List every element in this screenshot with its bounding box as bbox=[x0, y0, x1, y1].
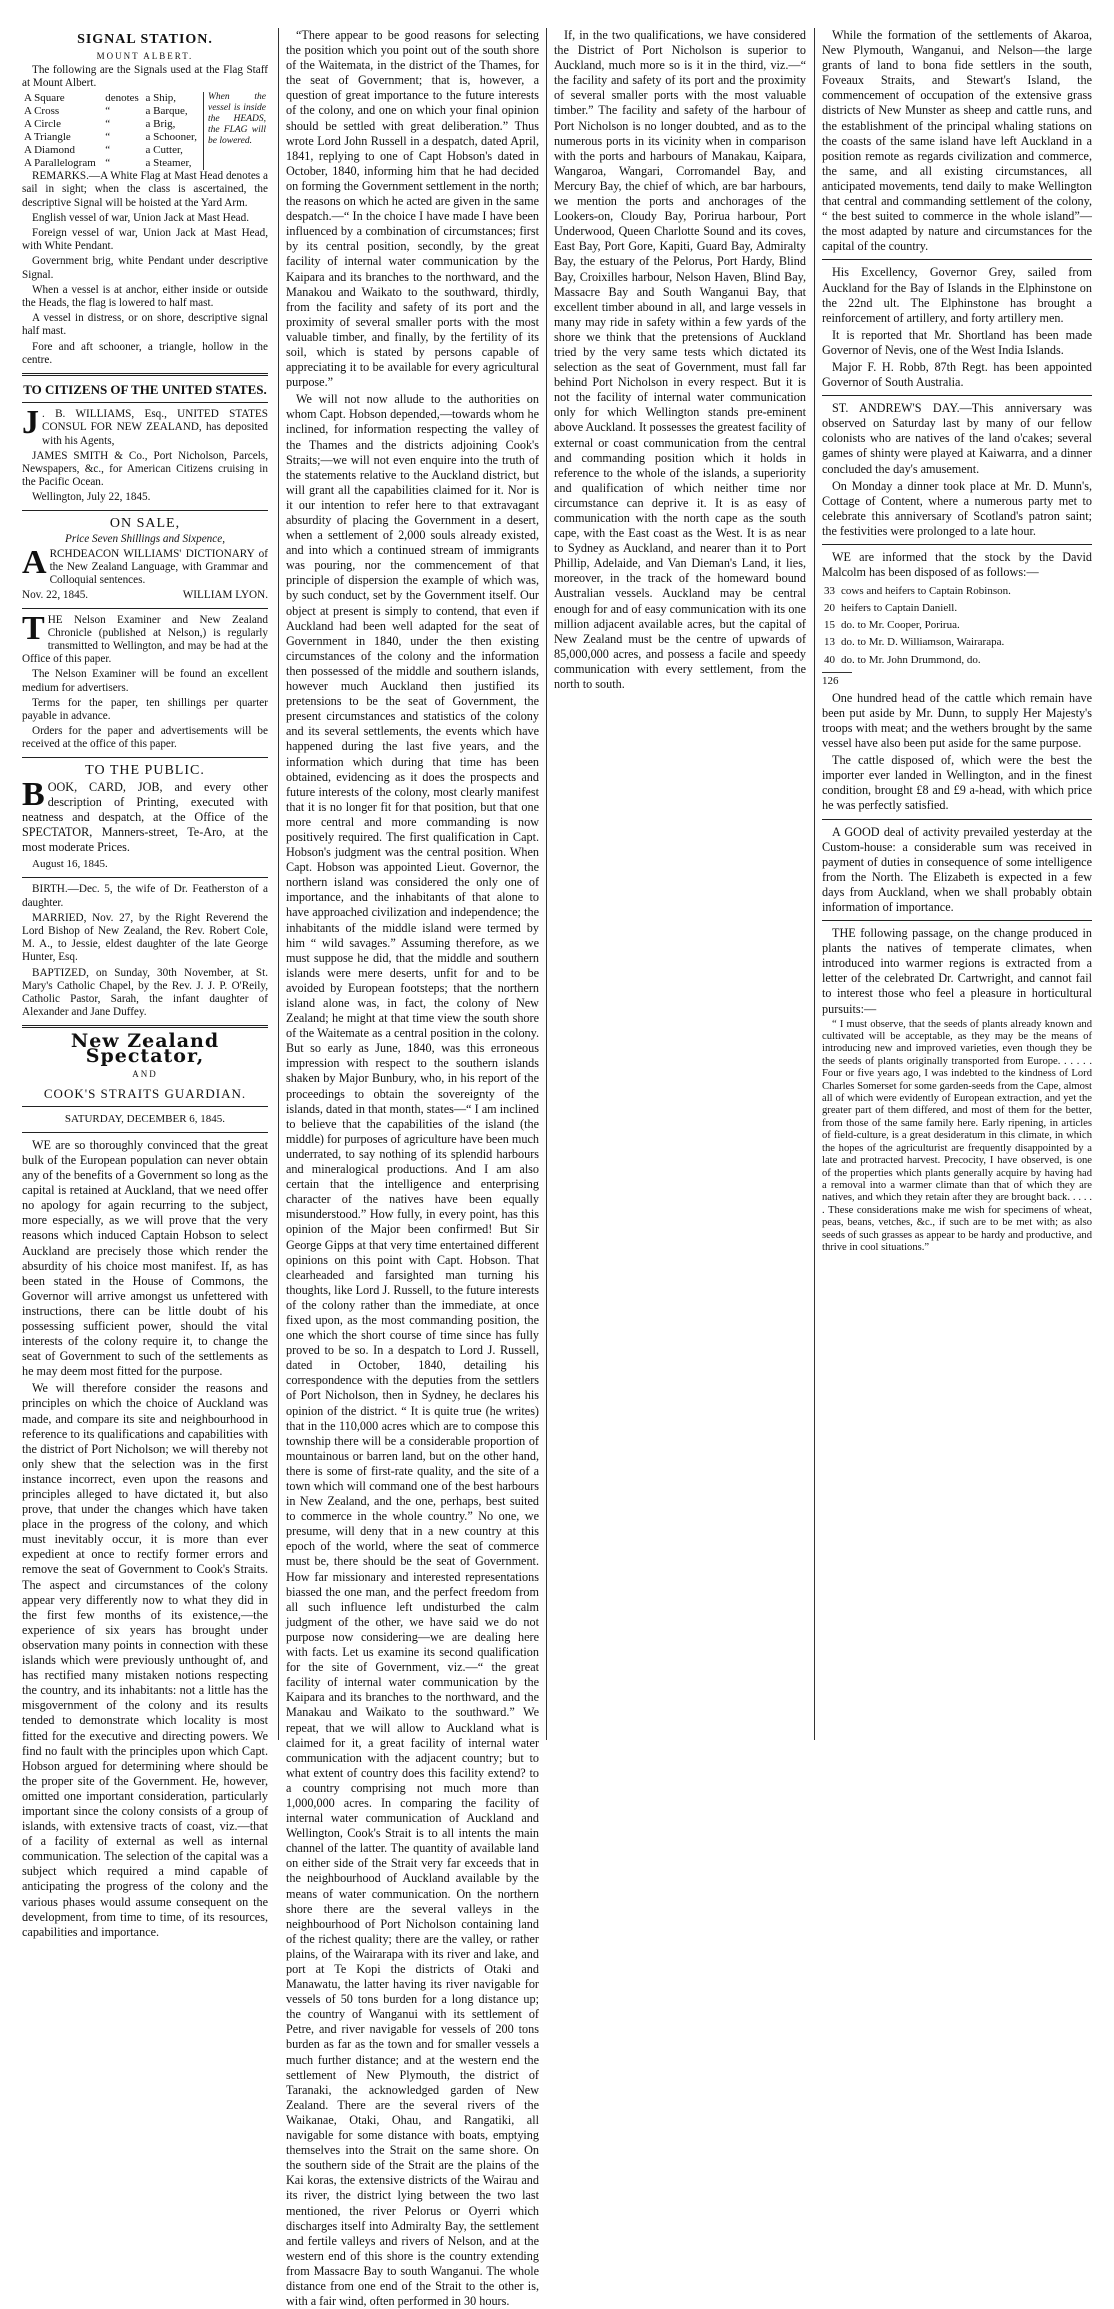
signal-remarks bbox=[22, 170, 268, 367]
examiner-p4: Orders for the paper and advertisements will be received at the office of this paper. bbox=[22, 725, 268, 751]
signal-title: SIGNAL STATION. bbox=[77, 32, 213, 47]
signal-word: “ bbox=[105, 105, 111, 118]
signal-subtitle: MOUNT ALBERT. bbox=[96, 51, 194, 62]
signal-word: denotes bbox=[105, 92, 139, 105]
divider bbox=[22, 1132, 268, 1133]
divider bbox=[22, 877, 268, 878]
public-title: TO THE PUBLIC. bbox=[85, 762, 205, 778]
signal-shape: A Square bbox=[24, 92, 65, 105]
editorial-paragraph: If, in the two qualifications, we have considered the District of Port Nicholson is superior to Auckland, much more so is it in the third, viz.—“ the facility and safety of its port and the proximity of several smaller ports with the most valuable timber.” The facility and safety of the harbour of Port Nicholson is no longer doubted, and as to the numerous ports in its vicinity when in comparison with the ports and harbours of Manakau, Kaipara, Wangaroa, Wangari, Corromandel Bay, and Mercury Bay, the chief of which, are bar harbours, we mention the ports and anchorages of the Lookers-on, Cloudy Bay, Porirua harbour, Port Underwood, Queen Charlotte Sound and its coves, East Bay, Port Gore, Kapiti, Guard Bay, Admiralty Bay, the estuary of the Pelorus, Port Hardy, Blind Bay, Croixilles harbour, Nelson Haven, Blind Bay, Massacre Bay and South Wanganui Bay, that excellent timber abound in all, and large vessels in many may ride in safety within a few yards of the shore we think that the pretensions of Auckland tried by the very same tests which dictated its selection as the seat of Government, must fall far behind Port Nicholson in every respect. But it is not the facility of internal water communication only for which Wellington stands pre-eminent above Auckland. It possesses the greatest facility of external or coast communication from the central and commanding position which it holds in reference to the whole of the islands, a superiority and qualification of which neither time nor circumstance can deprive it. It is as easy of communication with the north cape as the south cape, with the East coast as the West. It is as near to Sydney as Auckland, and nearer than it to Port Phillip, Adelaide, and Van Dieman's Land, it lies, moreover, in the track of the homeward bound Australian vessels. Auckland may be central enough for and of easy communication with its one million adjacent available acres, but the capital of New Zealand must be the centre of upwards of 85,000,000 acres, and possess a facile and speedy communication with every settlement, from the north to south. bbox=[554, 28, 806, 692]
signal-shape: A Triangle bbox=[24, 131, 71, 144]
divider bbox=[822, 259, 1092, 260]
stock-row bbox=[824, 584, 1015, 599]
public-body: OOK, CARD, JOB, and every other description of Printing, executed with neatness and despatch, at the Office of the SPECTATOR, Manners-street, Te-Aro, at the most moderate Prices. bbox=[22, 779, 268, 855]
signal-vessel: a Cutter, bbox=[145, 144, 183, 157]
public-ad bbox=[22, 775, 268, 873]
stock-qty: 33 bbox=[824, 585, 835, 598]
column-3 bbox=[554, 28, 806, 1740]
news-governor: His Excellency, Governor Grey, sailed from Auckland for the Bay of Islands in the Elphinstone on the 22nd ult. The Elphinstone has brought a reinforcement of artillery, and forty artillery men. bbox=[822, 265, 1092, 325]
stock-item: do. to Mr. John Drummond, do. bbox=[841, 653, 981, 666]
dropcap: T bbox=[22, 609, 45, 647]
divider bbox=[22, 510, 268, 511]
signal-remark: Fore and aft schooner, a triangle, hollow in the centre. bbox=[22, 340, 268, 366]
stock-item: heifers to Captain Daniell. bbox=[841, 602, 958, 615]
seeds-intro: THE following passage, on the change produced in plants the natives of temperate climates, when introduced into warmer regions is extracted from a letter of the celebrated Dr. Cartwright, and cannot fail to interest those who feel a pleasure in horticultural pursuits:— bbox=[822, 926, 1092, 1016]
stock-qty: 15 bbox=[824, 619, 835, 632]
sale-ad bbox=[22, 533, 268, 603]
news-shortland: It is reported that Mr. Shortland has been made Governor of Nevis, one of the West India Islands. bbox=[822, 327, 1092, 357]
signal-vessel: a Barque, bbox=[145, 105, 188, 118]
divider bbox=[22, 373, 268, 376]
signal-shape: A Circle bbox=[24, 118, 61, 131]
baptized-notice: BAPTIZED, on Sunday, 30th November, at St. Mary's Catholic Chapel, by the Rev. J. J. P. O'Reily, Catholic Pastor, Sarah, the infant daughter of Alexander and Jane Duffey. bbox=[22, 966, 268, 1019]
signal-remark: When a vessel is at anchor, either inside or outside the Heads, the flag is lowered to half mast. bbox=[22, 283, 268, 310]
dropcap: A bbox=[22, 543, 47, 581]
divider bbox=[822, 544, 1092, 545]
signal-word: “ bbox=[105, 144, 111, 157]
editorial-paragraph: We will not now allude to the authorities on whom Capt. Hobson depended,—towards whom he inclined, for information respecting the valley of the Thames and the districts adjoining Cook's Straits;—we will not even enquire into the truth of the statements relative to the Auckland district, but will grant all the capabilities claimed for it. Nor is it our intention to refer here to that extravagant absurdity of placing the Government in a desert, when a settlement of 2,000 souls already existed, and into which a continued stream of immigrants was pouring, nor the commencement of that principle of dispersion the example of which was, by such conduct, set by the Government itself. Our object at present is simply to contend, that even if Auckland had been well adapted for the seat of Government in 1840, under the then existing circumstances of the colony and the information then possessed of the middle and southern islands, however much Auckland then justified its pretensions to be the seat of Government, the present circumstances and statistics of the colony and its several settlements, the events which have happened during the last five years, and the information which during that time has been obtained, evidencing as it does the prospects and future interests of the colony, most clearly manifest that it is no longer fit for that position, but that one more central and more commanding is now positively required. The first qualification in Capt. Hobson's judgment was the central position. When Capt. Hobson was appointed Lieut. Governor, the northern island was considered the only one of importance, and the inhabitants of that alone to have approached civilization and independence; the inhabitants of the middle island were termed by him “ wild savages.” Assuming therefore, as we must suppose he did, that the middle and southern islands were mere deserts, unfit for and to be avoided by European footsteps; that the northern island alone was, in fact, the colony of New Zealand; he might at that time view the south shore of the Waitemate as a central position in the colony. But so early as June, 1840, was this erroneous impression with respect to the southern islands shaken by Major Bunbury, who, in his report of the proceedings to obtain the sovereignty of the islands, dated in that month, states—“ I am inclined to believe that the capabilities of the island (the middle) for purposes of agriculture have been much underrated, to say nothing of its splendid harbours and mineralogical productions. And I am also certain that the intelligence and enterprising character of the natives have been equally misunderstood.” How fully, in every point, has this opinion of the Major been confirmed! But Sir George Gipps at that very time entertained different opinions on this point with Capt. Hobson. That clearheaded and farsighted man turning his thoughts, like Lord J. Russell, to the future interests of the colony rather than the immediate, at once fixed upon, as the most commanding position, the one which the short course of time since has fully proved to be so. In a despatch to Lord J. Russell, dated in October, 1840, detailing his correspondence with the deputies from the settlers of Port Nicholson, then in Sydney, he declares his opinion of the district. “ It is quite true (he writes) that in the 110,000 acres which are to compose this township there will be a considerable proportion of mountainous or barren land, but on the other hand, there is some of first-rate quality, and the site of a town which will command one of the best harbours in New Zealand, and the one, perhaps, best suited to commerce in the whole country.” No one, we presume, will deny that in a new country at this epoch of the world, where the seat of commerce must be, there should be the seat of Government. How far missionary and interested representations biassed the one man, and the perfect freedom from all such influence left undisturbed the calm judgment of the other, we have said we do not purpose now considering—we are dealing here with facts. Let us examine its second qualification for the site of Government, viz.—“ the great facility of internal water communication by the Kaipara and its branches to the northward, and the Manakau and Waikato to the southward.” We repeat, that we will allow to Auckland what is claimed for it, a great facility of internal water communication with the adjacent country; but to what extent of country does this facility extend? to a country comprising not much more than 1,000,000 acres. In comparing the facility of internal water communication of Auckland and Wellington, Cook's Strait is to all intents the main channel of the latter. The quantity of available land on either side of the Strait very far exceeds that in the neighbourhood of Auckland available by the means of water communication. On the northern shore there are the several valleys in the neighbourhood of Port Nicholson containing land of the richest quality; there are the valley, or rather plains, of the Wairarapa with its river and lake, and port at Te Kopi the districts of Otaki and Manawatu, the latter having its river navigable for vessels of 50 tons burden for a long distance up; the country of Wanganui with its settlement of Petre, and river navigable for vessels of 200 tons burden as far as the town and for smaller vessels a much further distance; and at the western end the settlement of New Plymouth, the district of Taranaki, the acknowledged garden of New Zealand. There are the several rivers of the Waikanae, Otaki, Ohau, and Rangatiki, all navigable for some distance with boats, emptying themselves into the Strait on the same shore. On the southern side of the Strait are the plains of the Kai koras, the extensive districts of the Wairau and its river, the district lying between the two last mentioned, the river Pelorus or Oyerri which discharges itself into Admiralty Bay, the settlement and fertile valleys and rivers of Nelson, and at the western end of this shore is the country extending from Massacre Bay to south Wanganui. The whole distance from one end of the Strait to the other is, with a fair wind, often performed in 30 hours. bbox=[286, 392, 539, 2309]
signal-vessel: a Ship, bbox=[145, 92, 177, 105]
sum-rule bbox=[822, 672, 852, 673]
stock-item: cows and heifers to Captain Robinson. bbox=[841, 585, 1011, 598]
signal-shape: A Cross bbox=[24, 105, 60, 118]
signal-intro: The following are the Signals used at the Flag Staff at Mount Albert. bbox=[22, 64, 268, 90]
stock-qty: 40 bbox=[824, 653, 835, 666]
column-rule bbox=[546, 28, 547, 1740]
news-dinner: On Monday a dinner took place at Mr. D. Munn's, Cottage of Content, where a numerous party met to celebrate this anniversary of Scotland's patron saint; the festivities were prolonged to a late hour. bbox=[822, 478, 1092, 538]
signal-word: “ bbox=[105, 131, 111, 144]
signal-shape: A Diamond bbox=[24, 144, 76, 157]
sale-sign: WILLIAM LYON. bbox=[182, 589, 268, 602]
family-notices bbox=[22, 883, 268, 1019]
signal-shape: A Parallelogram bbox=[24, 157, 96, 170]
stock-qty: 13 bbox=[824, 636, 835, 649]
masthead-title: New Zealand Spectator, bbox=[70, 1030, 220, 1068]
stock-qty: 20 bbox=[824, 602, 835, 615]
birth-notice: BIRTH.—Dec. 5, the wife of Dr. Featherston of a daughter. bbox=[22, 883, 268, 909]
citizens-agents: JAMES SMITH & Co., Port Nicholson, Parcels, Newspapers, &c., for American Citizens cruising in the Pacific Ocean. bbox=[22, 449, 268, 489]
divider bbox=[22, 757, 268, 758]
signal-word: “ bbox=[105, 118, 111, 131]
citizens-body: . B. WILLIAMS, Esq., UNITED STATES CONSUL FOR NEW ZEALAND, has deposited with his Agents, bbox=[42, 408, 268, 447]
seeds-quote: “ I must observe, that the seeds of plants already known and cultivated will be acceptable, as they may be the means of introducing new and improved varieties, even though they be the seeds of plants originally transported from Europe. . . . . . Four or five years ago, I was indebted to the kindness of Lord Charles Somerset for some garden-seeds from the Cape, almost all of which were evidently of European extraction, and yet the greater part of them differed, and most of them for the better, from those of the same family here. Early ripening, in articles of field-culture, is a great desideratum in this climate, in which the hopes of the agriculturist are frequently disappointed by a late and protracted harvest. Precocity, I have observed, is one of the properties which plants generally acquire by having had a removal into a warmer climate than that of which they are natives, and which they retain after they are brought back. . . . . . These considerations make me wish for specimens of wheat, peas, beans, vetches, &c., if such are to be met with; as also seeds of such grasses as appear to be hardy and productive, and thrive in cool situations.” bbox=[822, 1018, 1092, 1253]
public-date: August 16, 1845. bbox=[32, 858, 108, 871]
signal-remark: Government brig, white Pendant under descriptive Signal. bbox=[22, 255, 268, 281]
masthead-and: AND bbox=[132, 1068, 158, 1079]
divider bbox=[822, 395, 1092, 396]
signal-remark: REMARKS.—A White Flag at Mast Head denotes a sail in sight; when the class is ascertained, the descriptive Signal will be hoisted at the Yard Arm. bbox=[22, 170, 268, 209]
signal-word: “ bbox=[105, 157, 111, 170]
sale-title: ON SALE, bbox=[109, 515, 181, 531]
stock-item: do. to Mr. Cooper, Porirua. bbox=[841, 619, 960, 632]
column-rule bbox=[278, 28, 279, 1740]
editorial-article bbox=[22, 1138, 268, 1940]
sale-body: RCHDEACON WILLIAMS' DICTIONARY of the New Zealand Language, with Grammar and Colloquial sentences. bbox=[49, 547, 268, 587]
stock-row bbox=[824, 635, 1015, 650]
sale-date: Nov. 22, 1845. bbox=[22, 589, 89, 602]
editorial-paragraph: While the formation of the settlements of Akaroa, New Plymouth, Wanganui, and Nelson—the large grants of land to bona fide settlers in the south, Foveaux Straits, and Stewart's Island, the commencement of occupation of the extensive grass districts of New Munster as sheep and cattle runs, and the establishment of the principal whaling stations on the coasts of the same island have left Auckland in a position remote as regards civilization and commerce, the same, and all existing circumstances, all anticipated movements, tend daily to make Wellington that central and commanding settlement of the colony, “ the best suited to commerce in the whole island”—the most adapted by nature and circumstances for the capital of the country. bbox=[822, 28, 1092, 254]
stock-total: 126 bbox=[822, 674, 839, 687]
divider bbox=[22, 1025, 268, 1028]
news-robb: Major F. H. Robb, 87th Regt. has been appointed Governor of South Australia. bbox=[822, 359, 1092, 390]
editorial-paragraph: We will therefore consider the reasons and principles on which the choice of Auckland was made, and compare its site and neighbourhood in reference to its qualifications and capabilities with the district of Port Nicholson; we will thereby not only shew that the selection was in the first instance incorrect, even upon the reasons and principles alleged to have dictated it, but also prove, that under the changes which have taken place in the progress of the colony, and which must inevitably occur, it is more than ever expedient at once to rectify former errors and remove the seat of Government to Cook's Straits. The aspect and circumstances of the colony appear very differently now to what they did in the first few months of its existence,—the experience of six years has brought under observation many points in connection with these islands which were previously unthought of, and has rectified many mistaken notions respecting the country, and its inhabitants: not a little has the misgovernment of the colony and its results tended to demonstrate which locality is most fitted for the executive and directing powers. We find no fault with the principles upon which Capt. Hobson argued for determining where should be the proper site of the Government. He, however, omitted one important consideration, particularly important since the colony consists of a group of islands, with extensive tracts of coast, viz.—that of a facility of external as well as internal communication. The selection of the capital was a subject which required a mind capable of anticipating the progress of the colony and the various phases would assume consequent on the development, from time to time, of its resources, capabilities and importance. bbox=[22, 1381, 268, 1939]
divider bbox=[22, 1106, 268, 1107]
column-1 bbox=[22, 28, 268, 1939]
citizens-title: TO CITIZENS OF THE UNITED STATES. bbox=[23, 382, 267, 398]
signal-table bbox=[22, 92, 268, 170]
stock-item: do. to Mr. D. Williamson, Wairarapa. bbox=[841, 636, 1005, 649]
dropcap: J bbox=[22, 404, 39, 442]
stock-row bbox=[824, 601, 1015, 616]
news-st-andrew: ST. ANDREW'S DAY.—This anniversary was observed on Saturday last by many of our fellow colonists who are natives of the land o'cakes; several games of shinty were played at Kaiwarra, and a dinner concluded the day's amusement. bbox=[822, 401, 1092, 476]
signal-row bbox=[22, 92, 268, 105]
citizens-ad bbox=[22, 404, 268, 504]
divider bbox=[22, 402, 268, 403]
signal-note: When the vessel is inside the HEADS, the FLAG will be lowered. bbox=[204, 92, 269, 170]
news-cattle-price: The cattle disposed of, which were the best the importer ever landed in Wellington, and in the finest condition, brought £8 and £9 a-head, with which price he was perfectly satisfied. bbox=[822, 753, 1092, 813]
stock-row bbox=[824, 618, 1015, 633]
column-2 bbox=[286, 28, 539, 2309]
signal-remark: A vessel in distress, or on shore, descriptive signal half mast. bbox=[22, 312, 268, 338]
signal-vessel: a Steamer, bbox=[145, 157, 192, 170]
examiner-body: HE Nelson Examiner and New Zealand Chronicle (published at Nelson,) is regularly transmitted to Wellington, and may be had at the Office of this paper. bbox=[22, 613, 268, 666]
news-customs: A GOOD deal of activity prevailed yesterday at the Custom-house: a considerable sum was received in payment of duties in consequence of some intelligence from the North. The Elizabeth is expected in a few days from Auckland, when we shall probably obtain information of importance. bbox=[822, 824, 1092, 914]
editorial-paragraph: WE are so thoroughly convinced that the great bulk of the European population can never obtain any of the benefits of a Government so long as the capital is retained at Auckland, that we need offer no apology for again recurring to the subject, more especially, as we will prove that the very reasons which induced Captain Hobson to select Auckland are precisely those which render the absurdity of his choice most manifest. If, as has been stated in the House of Commons, the Governor will arrive amongst us unfettered with instructions, there can be little doubt of his possessing sufficient power, should the vital interests of the colony require it, to change the seat of Government to such of the settlements as he may deem most fitted for the purpose. bbox=[22, 1137, 268, 1379]
news-cattle: One hundred head of the cattle which remain have been put aside by Mr. Dunn, to supply Her Majesty's troops with meat; and the wethers brought by the same vessel have also been put aside for the same purpose. bbox=[822, 690, 1092, 751]
signal-remark: English vessel of war, Union Jack at Mast Head. bbox=[32, 211, 250, 224]
examiner-p3: Terms for the paper, ten shillings per quarter payable in advance. bbox=[22, 696, 268, 723]
stock-intro: WE are informed that the stock by the David Malcolm has been disposed of as follows:— bbox=[822, 550, 1092, 580]
married-notice: MARRIED, Nov. 27, by the Right Reverend the Lord Bishop of New Zealand, the Rev. Robert Cole, M. A., to Jessie, eldest daughter of the late George Hunter, Esq. bbox=[22, 911, 268, 964]
dropcap: B bbox=[22, 775, 45, 813]
signal-vessel: a Schooner, bbox=[145, 131, 197, 144]
divider bbox=[22, 608, 268, 609]
newspaper-page bbox=[22, 28, 1096, 2309]
column-rule bbox=[814, 28, 815, 1740]
stock-table bbox=[822, 582, 1017, 669]
column-4 bbox=[822, 28, 1092, 1740]
divider bbox=[822, 819, 1092, 820]
masthead-subtitle: COOK'S STRAITS GUARDIAN. bbox=[43, 1085, 247, 1101]
signal-vessel: a Brig, bbox=[145, 118, 176, 131]
examiner-ad bbox=[22, 609, 268, 752]
citizens-date: Wellington, July 22, 1845. bbox=[32, 491, 151, 504]
editorial-paragraph: “There appear to be good reasons for selecting the position which you point out of the south shore of the Waitemata, in the district of the Thames, for the seat of Government; that is, however, a question of great importance to the future interests of the colony, and one on which your final opinion should be settled with great deliberation.” Thus wrote Lord John Russell in a despatch, dated April, 1841, replying to one of Capt Hobson's dated in October, 1840, informing him that he had decided on forming the Government settlement in the north; the reasons on which he acted are given in the same despatch.—“ In the choice I have made I have been influenced by a combination of circumstances; first by its central position, secondly, by the great facility of internal water communication by the Kaipara and its branches to the northward, and the Manakou and Waikato to the southward, thirdly, from the facility and safety of its port and the proximity of several smaller ports with the most valuable timber, and finally, by the fertility of its soil, which is stated by persons capable of appreciating it to be available for every agricultural purpose.” bbox=[286, 28, 539, 390]
signal-remark: Foreign vessel of war, Union Jack at Mast Head, with White Pendant. bbox=[22, 227, 268, 253]
examiner-p2: The Nelson Examiner will be found an excellent medium for advertisers. bbox=[22, 668, 268, 694]
sale-price: Price Seven Shillings and Sixpence, bbox=[65, 532, 225, 545]
divider bbox=[822, 920, 1092, 921]
stock-row bbox=[824, 653, 1015, 668]
issue-date: SATURDAY, DECEMBER 6, 1845. bbox=[64, 1112, 226, 1125]
